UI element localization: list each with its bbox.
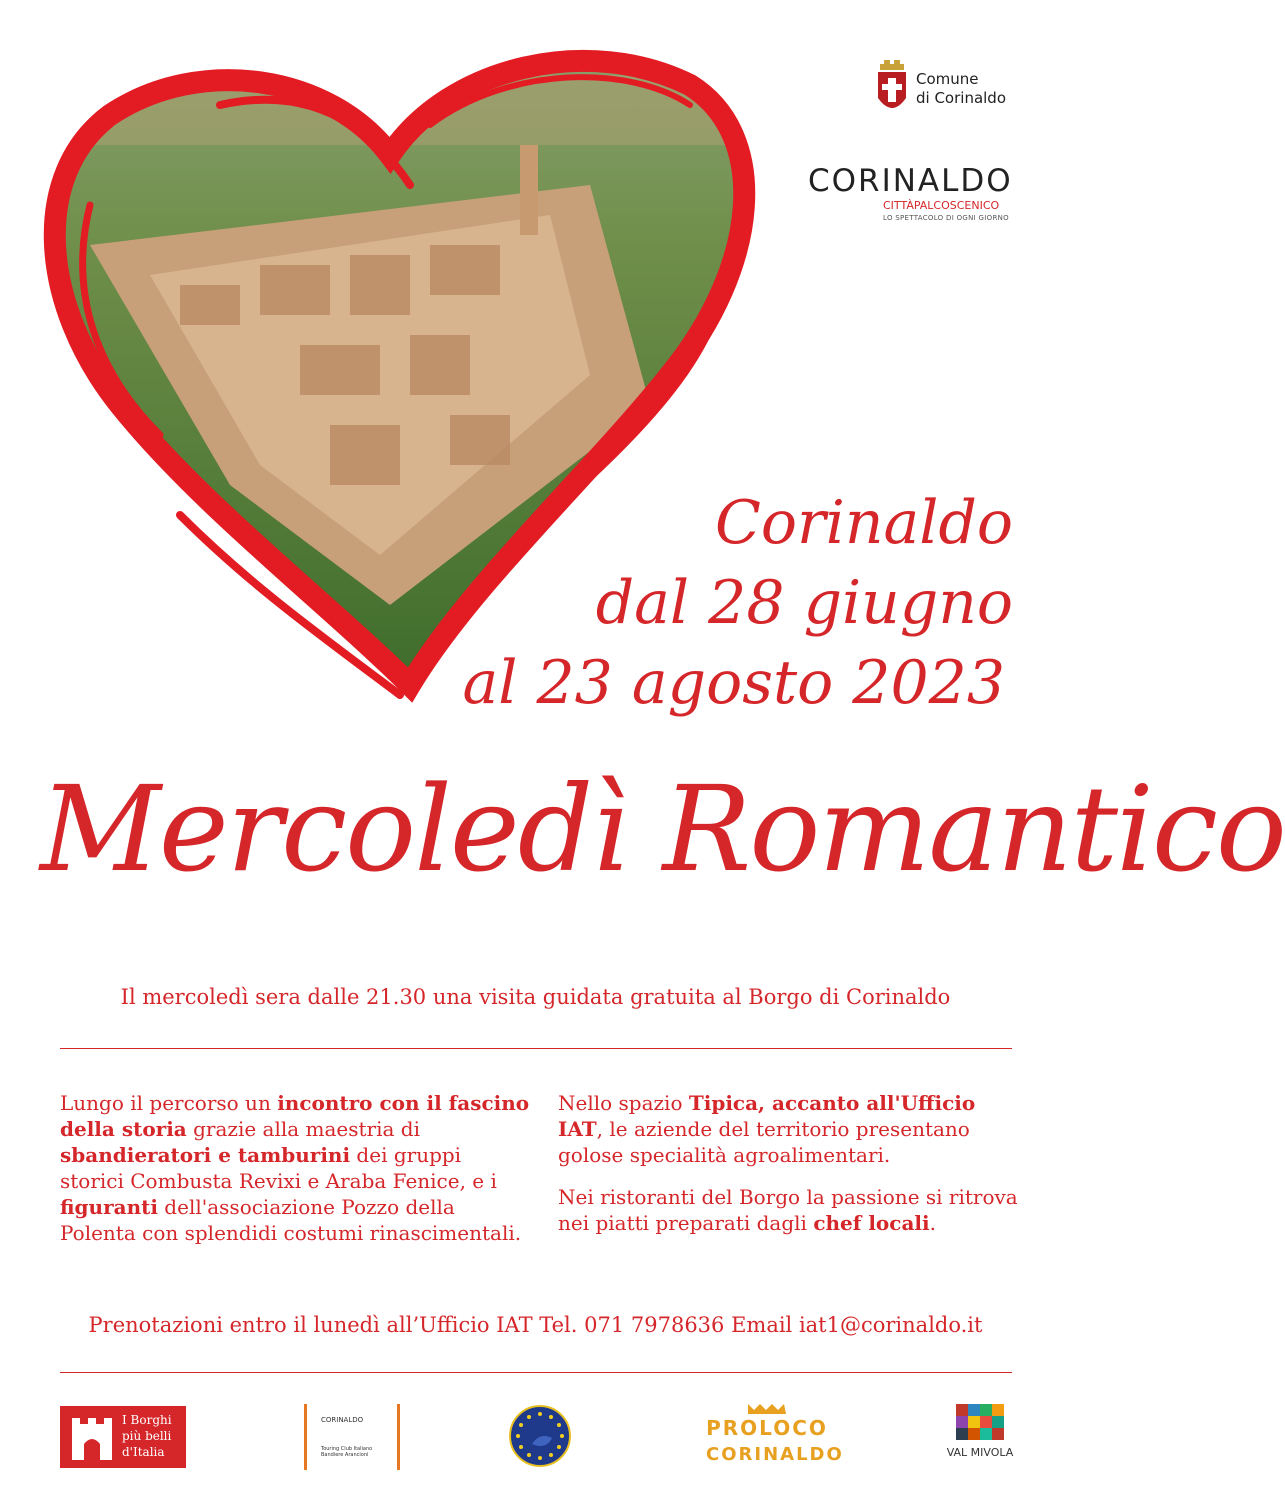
- valmivola-label: VAL MIVOLA: [946, 1446, 1014, 1459]
- left-bold-2: sbandieratori e tamburini: [60, 1143, 351, 1167]
- borghi-logo: [60, 1406, 186, 1468]
- left-text-2: grazie alla maestria di: [186, 1117, 420, 1141]
- bandiera-line-2: Touring Club Italiano Bandiere Arancioni: [321, 1446, 373, 1458]
- left-bold-1: incontro con il fascino della storia: [60, 1091, 530, 1141]
- date-line-town: Corinaldo: [714, 488, 1013, 558]
- event-title: Mercoledì Romantico: [40, 760, 1285, 898]
- divider-bottom: [60, 1372, 1012, 1373]
- corinaldo-brand-logo: [808, 163, 1018, 233]
- comune-line-2: di Corinaldo: [916, 89, 1007, 107]
- bandiera-arancione-logo: [304, 1404, 400, 1470]
- mosaic-icon: [956, 1404, 1004, 1444]
- castle-icon: [68, 1414, 116, 1462]
- brand-word: CORINALDO: [808, 163, 1013, 199]
- proloco-line-1: PROLOCO: [706, 1416, 828, 1440]
- right-bold-1: Tipica, accanto all'Ufficio IAT: [558, 1091, 976, 1141]
- date-line-start: dal 28 giugno: [595, 568, 1013, 638]
- comune-logo: [876, 58, 1026, 120]
- right-text-2: , le aziende del territorio presentano golose specialità agroalimentari.: [558, 1117, 970, 1167]
- intro-text: Il mercoledì sera dalle 21.30 una visita guidata gratuita al Borgo di Corinaldo: [120, 985, 951, 1009]
- right-text-1: Nello spazio: [558, 1091, 689, 1115]
- date-line-end: al 23 agosto 2023: [462, 648, 1005, 718]
- left-text-1: Lungo il percorso un: [60, 1091, 278, 1115]
- right-paragraph-2: [558, 1184, 1018, 1236]
- left-column-text: [60, 1090, 530, 1246]
- left-bold-3: figuranti: [60, 1195, 158, 1219]
- borghi-line-2: più belli: [122, 1429, 172, 1443]
- valmivola-logo: [940, 1402, 1020, 1472]
- right-column-text: [558, 1090, 1018, 1252]
- crest-icon: [876, 58, 908, 120]
- brand-tagline: LO SPETTACOLO DI OGNI GIORNO: [883, 214, 1009, 222]
- right-bold-2: chef locali: [813, 1211, 930, 1235]
- bandiera-line-1: CORINALDO: [321, 1416, 364, 1424]
- right-paragraph-1: [558, 1090, 1018, 1168]
- booking-info: Prenotazioni entro il lunedì all’Ufficio IAT Tel. 071 7978636 Email iat1@corinaldo.it: [88, 1313, 983, 1337]
- borghi-line-1: I Borghi: [122, 1413, 172, 1427]
- eu-emblem-icon: [508, 1404, 572, 1468]
- divider-top: [60, 1048, 1012, 1049]
- right-text-3: Nei ristoranti del Borgo la passione si ritrova nei piatti preparati dagli: [558, 1185, 1018, 1235]
- left-text-3: dei gruppi storici Combusta Revixi e Araba Fenice, e i: [60, 1143, 497, 1193]
- comune-line-1: Comune: [916, 70, 979, 88]
- crown-icon: [746, 1402, 788, 1416]
- brand-subtitle: CITTÀPALCOSCENICO: [883, 199, 1000, 212]
- proloco-logo: [706, 1402, 844, 1472]
- borghi-line-3: d'Italia: [122, 1445, 165, 1459]
- right-text-4: .: [929, 1211, 936, 1235]
- left-text-4: dell'associazione Pozzo della Polenta con splendidi costumi rinascimentali.: [60, 1195, 522, 1245]
- proloco-line-2: CORINALDO: [706, 1444, 844, 1465]
